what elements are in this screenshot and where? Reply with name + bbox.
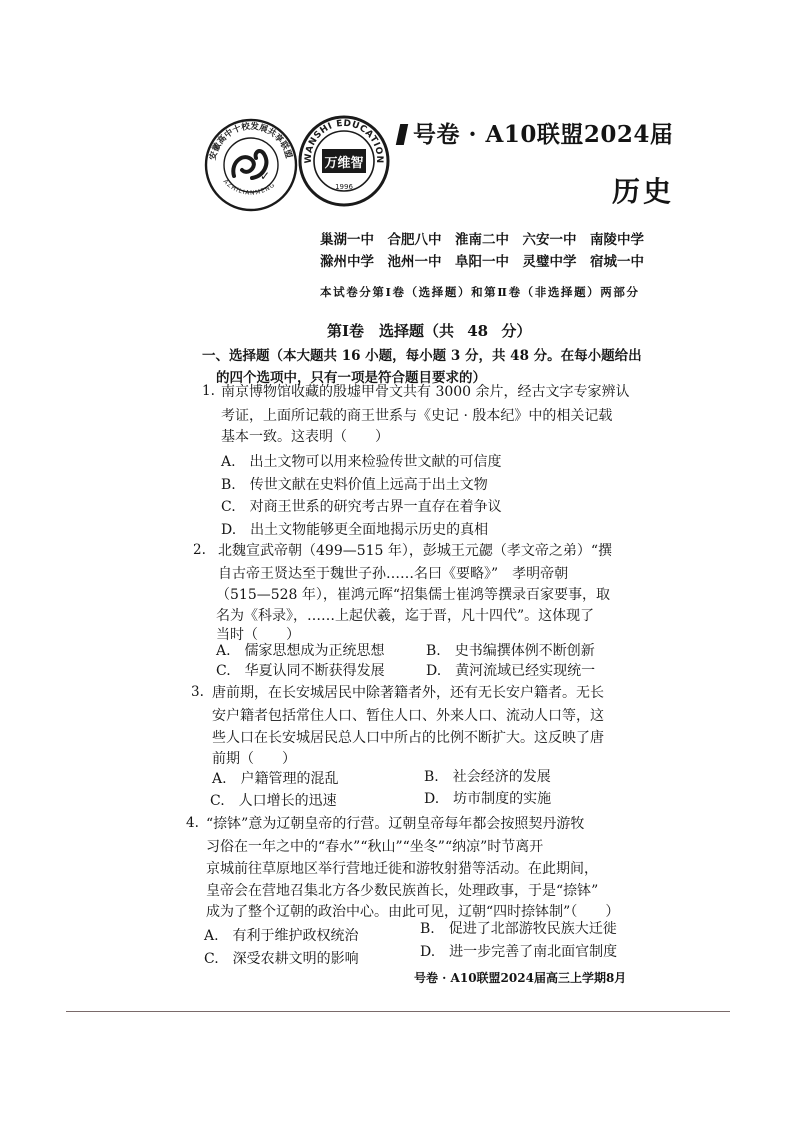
- question-4-number: 4.: [186, 815, 199, 831]
- alliance-logo: [204, 118, 298, 212]
- svg-text:安徽高中十校发展共享联盟: [207, 121, 294, 161]
- question-2-line-2: 自古帝王贤达至于魏世子孙……名曰《要略》” 孝明帝朝: [218, 566, 569, 582]
- question-4-option-d[interactable]: D. 进一步完善了南北面官制度: [420, 944, 618, 960]
- question-1-line-1: 南京博物馆收藏的殷墟甲骨文共有 3000 余片，经古文字专家辨认: [221, 384, 630, 400]
- question-2-line-4: 名为《科录》，……上起伏羲，迄于晋，凡十四代”。这体现了: [216, 608, 595, 624]
- question-4-line-5: 成为了整个辽朝的政治中心。由此可见，辽朝“四时捺钵制”（ ）: [206, 904, 620, 920]
- school-list-row-1: 巢湖一中 合肥八中 淮南二中 六安一中 南陵中学: [320, 232, 644, 248]
- section-title: 第Ⅰ卷 选择题（共 48 分）: [327, 322, 532, 340]
- section-instructions-line-2: 的四个选项中，只有一项是符合题目要求的）: [216, 370, 486, 386]
- question-3-option-d[interactable]: D. 坊市制度的实施: [424, 791, 552, 807]
- paper-notice: 本试卷分第Ⅰ卷（选择题）和第Ⅱ卷（非选择题）两部分: [320, 285, 640, 299]
- question-2-option-a[interactable]: A. 儒家思想成为正统思想: [216, 643, 385, 659]
- question-4-line-1: “捺钵”意为辽朝皇帝的行营。辽朝皇帝每年都会按照契丹游牧: [206, 816, 585, 832]
- school-list-row-2: 滁州中学 池州一中 阜阳一中 灵璧中学 宿城一中: [320, 254, 644, 270]
- question-1-option-d[interactable]: D. 出土文物能够更全面地揭示历史的真相: [221, 522, 489, 538]
- page-divider: [66, 1011, 730, 1012]
- subject-title: 历史: [612, 175, 675, 208]
- section-instructions-line-1: 一、选择题（本大题共 16 小题，每小题 3 分，共 48 分。在每小题给出: [202, 348, 642, 364]
- question-2-number: 2.: [193, 542, 206, 558]
- exam-title-text: 号卷 · A10联盟2024届: [413, 121, 674, 148]
- education-logo: [298, 115, 390, 207]
- title-mark-icon: [396, 124, 408, 145]
- question-2-option-b[interactable]: B. 史书编撰体例不断创新: [426, 643, 595, 659]
- exam-title: [398, 116, 674, 149]
- question-3-number: 3.: [191, 684, 204, 700]
- question-2-option-d[interactable]: D. 黄河流域已经实现统一: [426, 663, 596, 679]
- question-2-line-5: 当时（ ）: [216, 627, 300, 643]
- question-2-line-1: 北魏宣武帝朝（499—515 年），彭城王元勰（孝文帝之弟）“撰: [218, 543, 613, 559]
- question-4-line-2: 习俗在一年之中的“春水”“秋山”“坐冬”“纳凉”时节离开: [206, 839, 544, 855]
- question-1-option-c[interactable]: C. 对商王世系的研究考古界一直存在着争议: [221, 499, 502, 515]
- question-4-option-a[interactable]: A. 有利于维护政权统治: [204, 928, 359, 944]
- question-4-option-b[interactable]: B. 促进了北部游牧民族大迁徙: [420, 921, 617, 937]
- question-1-number: 1.: [202, 383, 215, 399]
- question-1-line-3: 基本一致。这表明（ ）: [221, 429, 389, 445]
- question-3-line-3: 些人口在长安城居民总人口中所占的比例不断扩大。这反映了唐: [212, 730, 604, 746]
- question-3-option-a[interactable]: A. 户籍管理的混乱: [212, 771, 339, 787]
- alliance-logo-bottom-text: AZHILIANMENG: [221, 178, 277, 197]
- education-logo-ring-text: WANSHI EDUCATION: [303, 118, 385, 164]
- question-2-line-3: （515—528 年），崔鸿元晖“招集儒士崔鸿等撰录百家要事，取: [216, 587, 611, 603]
- question-4-line-4: 皇帝会在营地召集北方各少数民族酋长，处理政事，于是“捺钵”: [206, 883, 599, 899]
- question-1-line-2: 考证，上面所记载的商王世系与《史记 · 殷本纪》中的相关记载: [221, 408, 613, 424]
- page-footer: 号卷 · A10联盟2024届高三上学期8月: [414, 971, 627, 985]
- question-3-line-2: 安户籍者包括常住人口、暂住人口、外来人口、流动人口等，这: [212, 708, 604, 724]
- question-1-option-a[interactable]: A. 出土文物可以用来检验传世文献的可信度: [221, 454, 502, 470]
- question-4-option-c[interactable]: C. 深受农耕文明的影响: [204, 951, 359, 967]
- question-3-option-b[interactable]: B. 社会经济的发展: [424, 769, 551, 785]
- question-1-option-b[interactable]: B. 传世文献在史料价值上远高于出土文物: [221, 477, 488, 493]
- question-3-option-c[interactable]: C. 人口增长的迅速: [210, 793, 337, 809]
- question-4-line-3: 京城前往草原地区举行营地迁徙和游牧射猎等活动。在此期间，: [206, 861, 598, 877]
- question-3-line-4: 前期（ ）: [212, 751, 296, 767]
- education-logo-year: 1996: [335, 183, 353, 191]
- question-2-option-c[interactable]: C. 华夏认同不断获得发展: [216, 663, 385, 679]
- question-3-line-1: 唐前期，在长安城居民中除著籍者外，还有无长安户籍者。无长: [212, 685, 604, 701]
- education-logo-center-text: 万维智: [324, 156, 364, 171]
- alliance-logo-check-icon: ✓: [260, 169, 271, 183]
- alliance-logo-ring-text: 安徽高中十校发展共享联盟: [208, 121, 294, 162]
